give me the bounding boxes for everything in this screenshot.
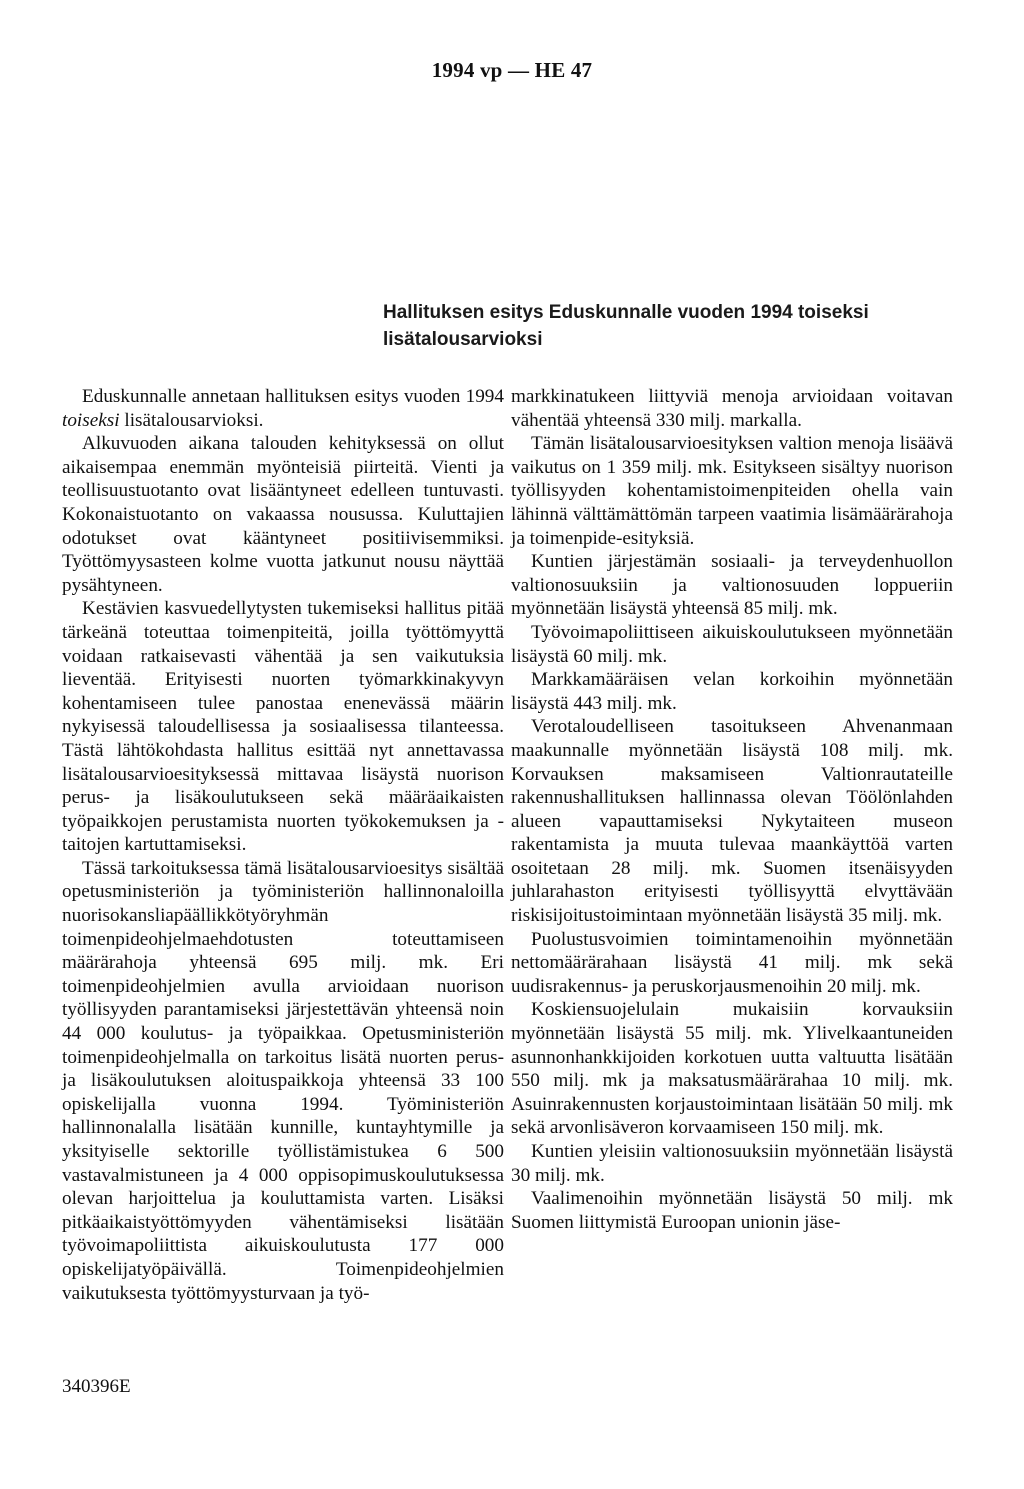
- paragraph-total-effect: Tämän lisätalousarvioesityksen valtion menoja lisäävä vaikutus on 1 359 milj. mk. Esitykseen sisältyy nuorison työllisyyden kohentamistoimenpiteiden ohella vain lähinnä välttämättömän tarpeen vaatimia lisämäärärahoja ja toimenpide-esityksiä.: [511, 433, 953, 549]
- paragraph-continuation: markkinatukeen liittyviä menoja arvioidaan voitavan vähentää yhteensä 330 milj. markalla.: [511, 386, 953, 431]
- paragraph-intro: [62, 385, 504, 432]
- intro-text-before: Eduskunnalle annetaan hallituksen esitys vuoden 1994: [82, 386, 504, 407]
- paragraph-debt-interest: Markkamääräisen velan korkoihin myönnetään lisäystä 443 milj. mk.: [511, 669, 953, 714]
- paragraph-housing: Koskiensuojelulain mukaisiin korvauksiin myönnetään lisäystä 55 milj. mk. Ylivelkaantuneiden asunnonhankkijoiden korkotuen uutta valtuutta lisätään 550 milj. mk ja maksatusmäärärahaa 10 milj. mk. Asuinrakennusten korjaustoimintaan lisätään 50 milj. mk sekä arvonlisäveron korvaamiseen 150 milj. mk.: [511, 999, 953, 1139]
- paragraph-employment-measures: Kestävien kasvuedellytysten tukemiseksi hallitus pitää tärkeänä toteuttaa toimenpiteitä, joilla työttömyyttä voidaan ratkaisevasti vähentää ja sen vaikutuksia lieventää. Erityisesti nuorten työmarkkinakyvyn kohentamiseen tulee panostaa enenevässä määrin nykyisessä taloudellisessa ja sosiaalisessa tilanteessa. Tästä lähtökohdasta hallitus esittää nyt annettavassa lisätalousarvioesityksessä mittavaa lisäystä nuorison perus- ja lisäkoulutukseen sekä määräaikaisten työpaikkojen perustamista nuorten työkokemuksen ja -taitojen kartuttamiseksi.: [62, 598, 504, 856]
- paragraph-municipal-grants: Kuntien yleisiin valtionosuuksiin myönnetään lisäystä 30 milj. mk.: [511, 1141, 953, 1186]
- intro-text-after: lisätalousarvioksi.: [119, 409, 264, 431]
- document-title: Hallituksen esitys Eduskunnalle vuoden 1994 toiseksi lisätalousarvioksi: [383, 302, 869, 350]
- paragraph-aland-and-other: Verotaloudelliseen tasoitukseen Ahvenanmaan maakunnalle myönnetään lisäystä 108 milj. mk. Korvauksen maksamiseen Valtionrautateille rakennushallituksen hallinnassa olevan Töölönlahden alueen vapauttamiseksi Nykytaiteen museon rakentamista ja muuta tulevaa maankäyttöä varten osoitetaan 28 milj. mk. Suomen itsenäisyyden juhlarahaston erityisesti työllisyyttä elvyttävään riskisijoitustoimintaan myönnetään lisäystä 35 milj. mk.: [511, 716, 953, 927]
- right-column: [511, 385, 953, 1234]
- paragraph-economy: Alkuvuoden aikana talouden kehityksessä on ollut aikaisempaa enemmän myönteisiä piirteitä. Vienti ja teollisuustuotanto ovat lisääntyneet edelleen tuntuvasti. Kokonaistuotanto on vakaassa nousussa. Kuluttajien odotukset ovat kääntyneet positiivisemmiksi. Työttömyysasteen kolme vuotta jatkunut nousu näyttää pysähtyneen.: [62, 433, 504, 596]
- paragraph-election-costs: Vaalimenoihin myönnetään lisäystä 50 milj. mk Suomen liittymistä Euroopan unionin jäse-: [511, 1188, 953, 1233]
- intro-emphasis: toiseksi: [62, 409, 120, 431]
- left-column: [62, 385, 504, 1305]
- paragraph-defence: Puolustusvoimien toimintamenoihin myönnetään nettomäärärahaan lisäystä 41 milj. mk sekä uudisrakennus- ja peruskorjausmenoihin 20 milj. mk.: [511, 928, 953, 997]
- document-code: 340396E: [62, 1376, 131, 1397]
- paragraph-programmes: Tässä tarkoituksessa tämä lisätalousarvioesitys sisältää opetusministeriön ja työministeriön hallinnonaloilla nuorisokansliapäällikkötyöryhmän toimenpideohjelmaehdotusten toteuttamiseen määrärahoja yhteensä 695 milj. mk. Eri toimenpideohjelmien avulla arvioidaan nuorison työllisyyden parantamiseksi järjestettävän yhteensä noin 44 000 koulutus- ja työpaikkaa. Opetusministeriön toimenpideohjelmalla on tarkoitus lisätä nuorten perus- ja lisäkoulutuksen aloituspaikkoja yhteensä 33 100 opiskelijalla vuonna 1994. Työministeriön hallinnonalalla lisätään kunnille, kuntayhtymille ja yksityiselle sektorille työllistämistukea 6 500 vastavalmistuneen ja 4 000 oppisopimuskoulutuksessa olevan harjoittelua ja kouluttamista varten. Lisäksi pitkäaikaistyöttömyyden vähentämiseksi lisätään työvoimapoliittista aikuiskoulutusta 177 000 opiskelijatyöpäivällä. Toimenpideohjelmien vaikutuksesta työttömyysturvaan ja työ-: [62, 857, 504, 1304]
- paragraph-municipal-health: Kuntien järjestämän sosiaali- ja terveydenhuollon valtionosuuksiin ja valtionosuuden loppueriin myönnetään lisäystä yhteensä 85 milj. mk.: [511, 551, 953, 620]
- page-header: 1994 vp — HE 47: [431, 58, 593, 82]
- paragraph-adult-education: Työvoimapoliittiseen aikuiskoulutukseen myönnetään lisäystä 60 milj. mk.: [511, 621, 953, 667]
